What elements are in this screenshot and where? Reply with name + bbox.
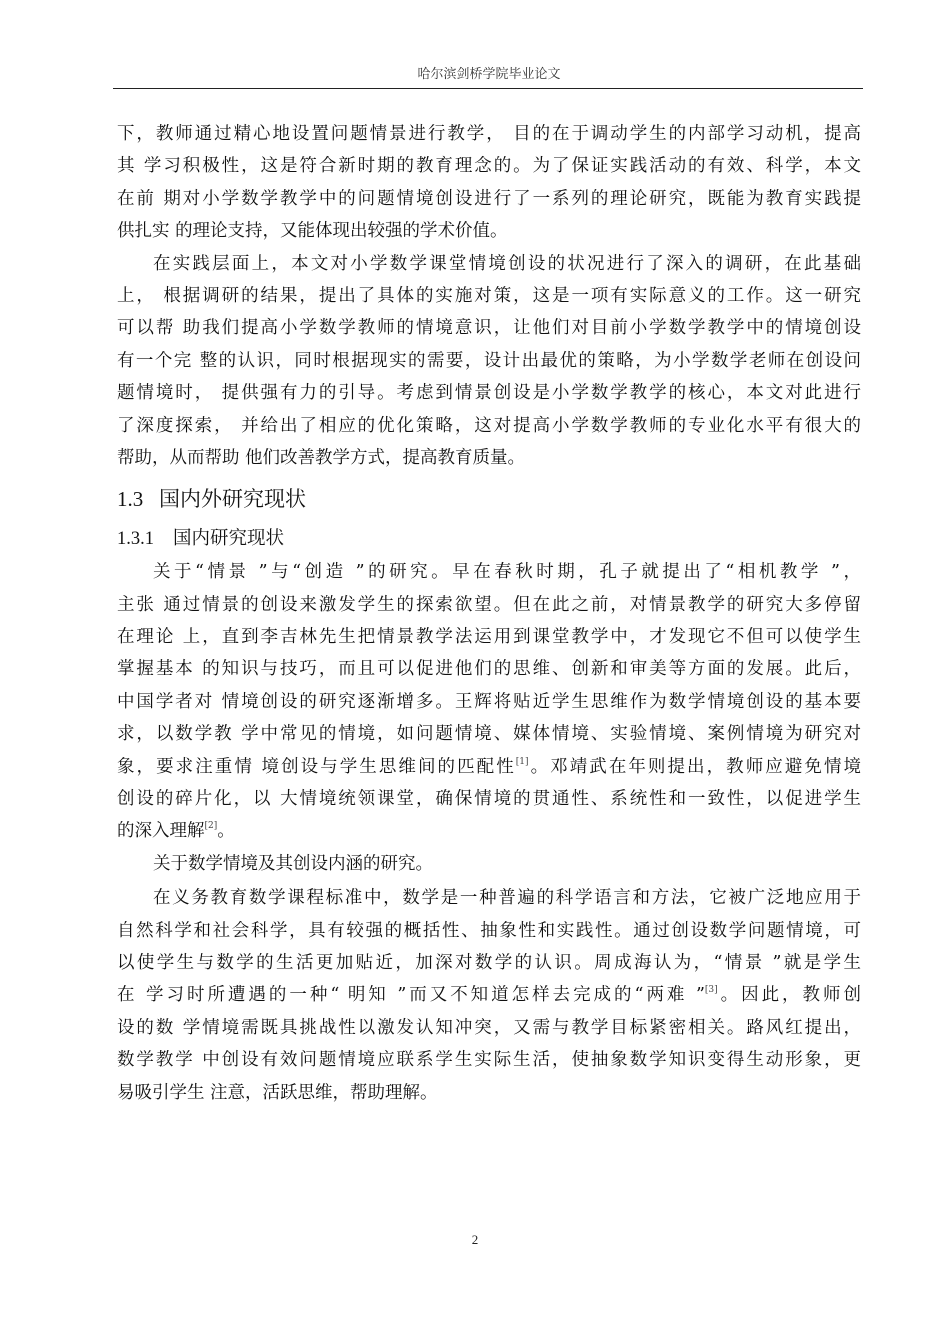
line-text: 。 xyxy=(217,821,235,842)
text-line: 以使学生与数学的生活更加贴近，加深对数学的认识。周成海认为，“情景 ”就是学生 xyxy=(117,952,861,973)
text-line: 关于“情景 ”与“创造 ”的研究。早在春秋时期，孔子就提出了“相机教学 ”， xyxy=(153,562,861,583)
page-number: 2 xyxy=(471,1232,479,1247)
text-line: 关于数学情境及其创设内涵的研究。 xyxy=(153,853,433,874)
text-line: 在实践层面上，本文对小学数学课堂情境创设的状况进行了深入的调研，在此基础 xyxy=(153,253,861,274)
text-line: 了深度探索， 并给出了相应的优化策略，这对提高小学数学教师的专业化水平有很大的 xyxy=(117,415,861,436)
text-line: 可以帮 助我们提高小学数学教师的情境意识，让他们对目前小学数学教学中的情境创设 xyxy=(117,318,861,339)
line-text: 。因此，教师创 xyxy=(717,985,861,1006)
section-number: 1.3 xyxy=(117,487,144,512)
citation-ref: [1] xyxy=(515,756,529,767)
text-line: 帮助，从而帮助 他们改善教学方式，提高教育质量。 xyxy=(117,447,526,468)
subsection-number: 1.3.1 xyxy=(117,529,154,550)
text-line xyxy=(117,979,861,1011)
text-line: 中国学者对 情境创设的研究逐渐增多。王辉将贴近学生思维作为数学情境创设的基本要 xyxy=(117,691,861,712)
paragraph-3 xyxy=(117,556,861,848)
header-rule xyxy=(113,88,863,89)
line-text: 在 学习时所遭遇的一种“ 明知 ”而又不知道怎样去完成的“两难 ” xyxy=(117,985,705,1006)
paragraph-5 xyxy=(117,882,861,1109)
citation-ref: [2] xyxy=(204,821,218,832)
line-text: 的深入理解 xyxy=(117,821,205,842)
text-line: 在义务教育数学课程标准中，数学是一种普遍的科学语言和方法，它被广泛地应用于 xyxy=(153,888,861,909)
subsection-title: 国内研究现状 xyxy=(173,528,285,550)
text-line: 在理论 上，直到李吉林先生把情景教学法运用到课堂教学中，才发现它不但可以使学生 xyxy=(117,627,861,648)
text-line xyxy=(117,751,861,783)
text-line: 供扎实 的理论支持，又能体现出较强的学术价值。 xyxy=(117,221,508,242)
citation-ref: [3] xyxy=(704,985,718,996)
text-line: 其 学习积极性，这是符合新时期的教育理念的。为了保证实践活动的有效、科学，本文 xyxy=(117,156,861,177)
page-body xyxy=(117,118,861,1109)
line-text: 。邓靖武在年则提出，教师应避免情境 xyxy=(528,756,862,777)
text-line: 求，以数学教 学中常见的情境，如问题情境、媒体情境、实验情境、案例情境为研究对 xyxy=(117,724,861,745)
paragraph-4 xyxy=(117,848,861,880)
text-line: 易吸引学生 注意，活跃思维，帮助理解。 xyxy=(117,1082,438,1103)
text-line: 掌握基本 的知识与技巧，而且可以促进他们的思维、创新和审美等方面的发展。此后， xyxy=(117,659,861,680)
text-line: 有一个完 整的认识，同时根据现实的需要，设计出最优的策略，为小学数学老师在创设问 xyxy=(117,350,861,371)
text-line: 数学教学 中创设有效问题情境应联系学生实际生活，使抽象数学知识变得生动形象，更 xyxy=(117,1050,861,1071)
text-line xyxy=(117,815,861,847)
text-line: 设的数 学情境需既具挑战性以激发认知冲突，又需与教学目标紧密相关。路风红提出， xyxy=(117,1017,861,1038)
running-header: 哈尔滨剑桥学院毕业论文 xyxy=(417,67,561,82)
text-line: 创设的碎片化，以 大情境统领课堂，确保情境的贯通性、系统性和一致性，以促进学生 xyxy=(117,789,861,810)
subsection-heading xyxy=(117,524,861,554)
section-title: 国内外研究现状 xyxy=(159,487,306,512)
paragraph-2 xyxy=(117,248,861,475)
section-heading xyxy=(117,484,861,514)
text-line: 题情境时， 提供强有力的引导。考虑到情景创设是小学数学教学的核心，本文对此进行 xyxy=(117,383,861,404)
text-line: 上， 根据调研的结果，提出了具体的实施对策，这是一项有实际意义的工作。这一研究 xyxy=(117,285,861,306)
text-line: 主张 通过情景的创设来激发学生的探索欲望。但在此之前，对情景教学的研究大多停留 xyxy=(117,594,861,615)
text-line: 在前 期对小学数学教学中的问题情境创设进行了一系列的理论研究，既能为教育实践提 xyxy=(117,188,861,209)
line-text: 象，要求注重情 境创设与学生思维间的匹配性 xyxy=(117,756,516,777)
text-line: 下，教师通过精心地设置问题情景进行教学， 目的在于调动学生的内部学习动机，提高 xyxy=(117,124,861,144)
text-line: 自然科学和社会科学，具有较强的概括性、抽象性和实践性。通过创设数学问题情境，可 xyxy=(117,920,861,941)
paragraph-1 xyxy=(117,118,861,248)
